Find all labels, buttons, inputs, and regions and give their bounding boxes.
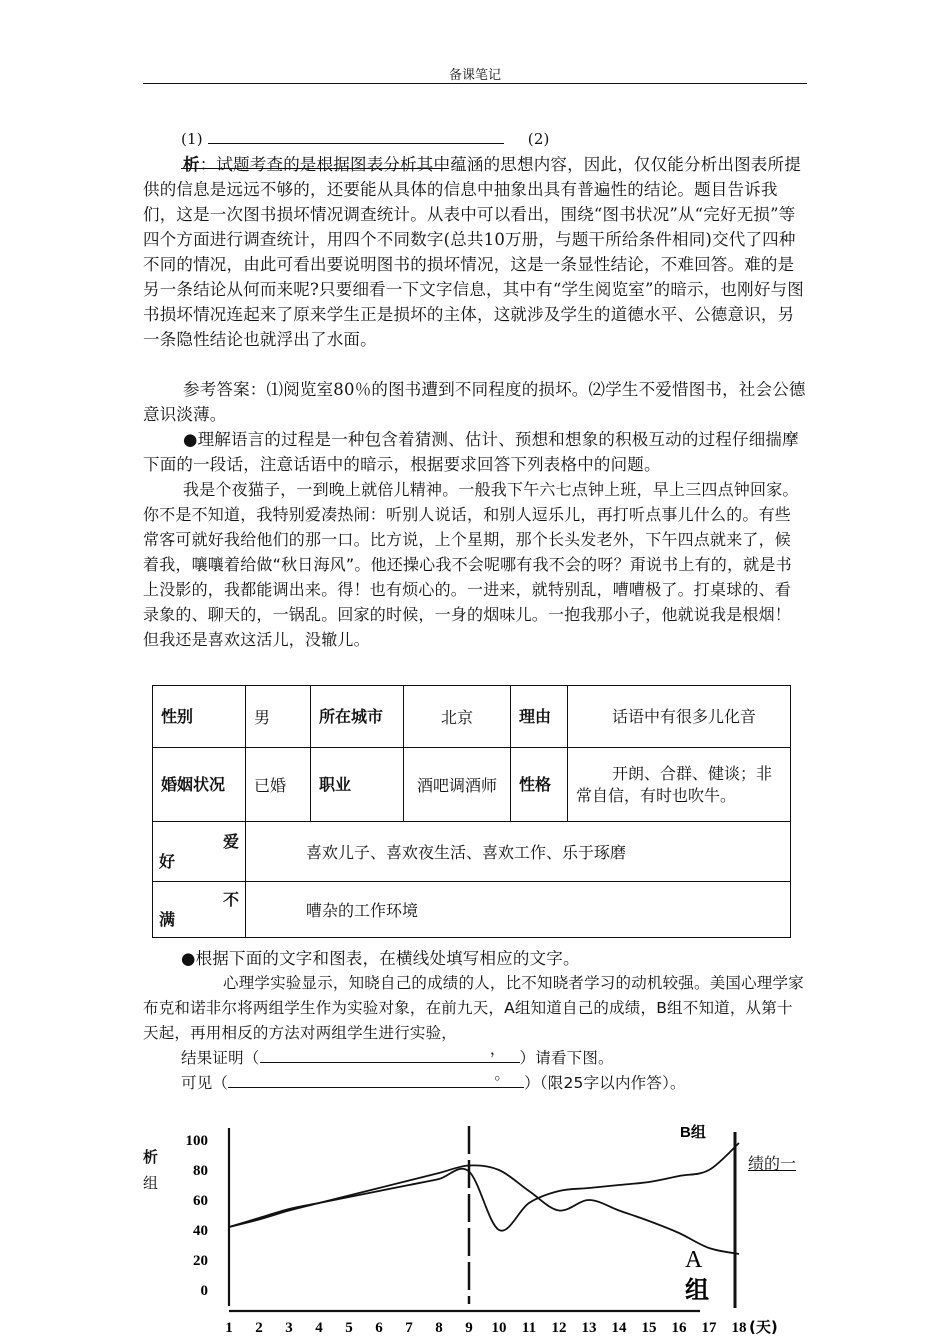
y-tick-label: 60 — [193, 1193, 208, 1209]
dislike-label-bottom: 满 — [159, 909, 176, 929]
blank-1-line[interactable] — [208, 143, 504, 144]
city-label: 所在城市 — [319, 707, 384, 726]
job-value: 酒吧调酒师 — [404, 748, 511, 822]
x-tick-label: 12 — [551, 1320, 567, 1336]
blank-1-label: (1) — [181, 130, 203, 148]
dislike-value: 嘈杂的工作环境 — [246, 882, 791, 938]
marital-label: 婚姻状况 — [161, 775, 226, 794]
section3-text: 心理学实验显示，知晓自己的成绩的人，比不知晓者学习的动机较强。美国心理学家布克和诺非尔将两组学生作为实验对象，在前九天，A组知道自己的成绩，B组不知道，从第十天起，再用相反的方法对两组学生进行实验， — [143, 974, 804, 1042]
y-tick-label: 80 — [193, 1163, 208, 1179]
section2-intro: ●理解语言的过程是一种包含着猜测、估计、预想和想象的积极互动的过程仔细揣摩下面的一段话，注意话语中的暗示，根据要求回答下列表格中的问题。 — [143, 430, 799, 474]
x-tick-label: 13 — [581, 1320, 597, 1336]
reason-value: 话语中有很多儿化音 — [568, 686, 791, 748]
x-tick-label: 11 — [521, 1320, 537, 1336]
x-tick-label: 4 — [315, 1320, 323, 1336]
x-tick-label: 5 — [345, 1320, 353, 1336]
table-row — [153, 748, 791, 822]
side-text-right: 绩的一 — [748, 1154, 797, 1173]
hobby-label-bottom: 好 — [159, 851, 176, 871]
marital-value: 已婚 — [246, 748, 311, 822]
a-group-label-char: 组 — [685, 1276, 709, 1304]
x-axis-unit-label: (天) — [749, 1318, 778, 1336]
analysis-paragraph — [143, 152, 807, 352]
reference-answer: 参考答案：⑴阅览室80％的图书遭到不同程度的损坏。⑵学生不爱惜图书，社会公德意识淡薄。 — [143, 380, 806, 424]
side-text-left-bottom: 组 — [143, 1174, 159, 1192]
conclusion-blank-period: 。 — [494, 1065, 511, 1083]
y-tick-label: 0 — [200, 1283, 208, 1299]
x-tick-label: 14 — [611, 1320, 627, 1336]
result-blank[interactable] — [260, 1040, 520, 1063]
result-blank-comma: ， — [489, 1040, 506, 1058]
x-tick-label: 1 — [225, 1320, 233, 1336]
gender-value: 男 — [246, 686, 311, 748]
x-tick-label: 2 — [255, 1320, 263, 1336]
hobby-label-top: 爱 — [222, 831, 239, 851]
x-tick-label: 9 — [465, 1320, 473, 1336]
reason-label: 理由 — [519, 707, 552, 726]
result-suffix: ）请看下图。 — [519, 1049, 614, 1067]
job-label: 职业 — [319, 775, 352, 794]
y-tick-label: 40 — [193, 1223, 208, 1239]
x-tick-label: 6 — [375, 1320, 383, 1336]
personality-label: 性格 — [519, 775, 552, 794]
section3-intro: ●根据下面的文字和图表，在横线处填写相应的文字。 — [181, 949, 580, 968]
conclusion-blank[interactable] — [228, 1065, 524, 1088]
x-tick-label: 3 — [285, 1320, 293, 1336]
table-row — [153, 686, 791, 748]
conclusion-line — [181, 1065, 807, 1096]
profile-table — [152, 685, 791, 938]
x-tick-label: 16 — [671, 1320, 687, 1336]
table-row — [153, 882, 791, 938]
y-tick-label: 20 — [193, 1253, 208, 1269]
side-text-left-top: 析 — [143, 1148, 159, 1166]
section2-passage: 我是个夜猫子，一到晚上就倍儿精神。一般我下午六七点钟上班，早上三四点钟回家。你不是不知道，我特别爱凑热闹：听别人说话，和别人逗乐儿，再打听点事儿什么的。有些常客可就好我给他们的那一口。比方说，上个星期，那个长头发老外，下午四点就来了，候着我，嚷嚷着给做“秋日海风”。他还操心我不会呢哪有我不会的呀？甭说书上有的，就是书上没影的，我都能调出来。得！也有烦心的。一进来，就特别乱，嘈嘈极了。打桌球的、看录象的、聊天的，一锅乱。回家的时候，一身的烟味儿。一抱我那小子，他就说我是根烟！但我还是喜欢这活儿，没辙儿。 — [143, 480, 799, 649]
x-tick-label: 7 — [405, 1320, 413, 1336]
a-group-label-letter: A — [685, 1247, 703, 1273]
b-group-label: B组 — [680, 1124, 706, 1141]
result-prefix: 结果证明（ — [181, 1049, 260, 1067]
conclusion-prefix: 可见（ — [181, 1074, 229, 1092]
blank-2-label: (2) — [527, 130, 550, 148]
x-tick-label: 18 — [731, 1320, 747, 1336]
x-tick-label: 10 — [491, 1320, 507, 1336]
hobby-value: 喜欢儿子、喜欢夜生活、喜欢工作、乐于琢磨 — [246, 822, 791, 882]
conclusion-suffix: ）（限25字以内作答）。 — [524, 1074, 686, 1092]
header-divider — [143, 83, 807, 84]
series-line-a-group — [229, 1143, 739, 1231]
x-tick-label: 15 — [641, 1320, 657, 1336]
dislike-label-top: 不 — [222, 889, 239, 909]
personality-value: 开朗、合群、健谈；非常自信，有时也吹牛。 — [568, 748, 791, 822]
x-axis — [225, 1318, 777, 1336]
gender-label: 性别 — [161, 707, 194, 726]
x-tick-label: 8 — [435, 1320, 443, 1336]
table-row — [153, 822, 791, 882]
analysis-text: ：试题考查的是根据图表分析其中蕴涵的思想内容，因此，仅仅能分析出图表所提供的信息是远远不够的，还要能从具体的信息中抽象出具有普遍性的结论。题目告诉我们，这是一次图书损坏情况调查统计。从表中可以看出，围绕“图书状况”从“完好无损”等四个方面进行调查统计，用四个不同数字(总共10万册，与题干所给条件相同)交代了四种不同的情况，由此可看出要说明图书的损坏情况，这是一条显性结论，不难回答。难的是另一条结论从何而来呢?只要细看一下文字信息，其中有“学生阅览室”的暗示，也刚好与图书损坏情况连起来了原来学生正是损坏的主体，这就涉及学生的道德水平、公德意识，另一条隐性结论也就浮出了水面。 — [143, 155, 804, 349]
analysis-lead: 析 — [183, 155, 200, 174]
page-header: 备课笔记 — [448, 68, 501, 83]
city-value: 北京 — [404, 686, 511, 748]
y-axis — [186, 1133, 209, 1299]
x-tick-label: 17 — [701, 1320, 717, 1336]
y-tick-label: 100 — [185, 1133, 208, 1149]
